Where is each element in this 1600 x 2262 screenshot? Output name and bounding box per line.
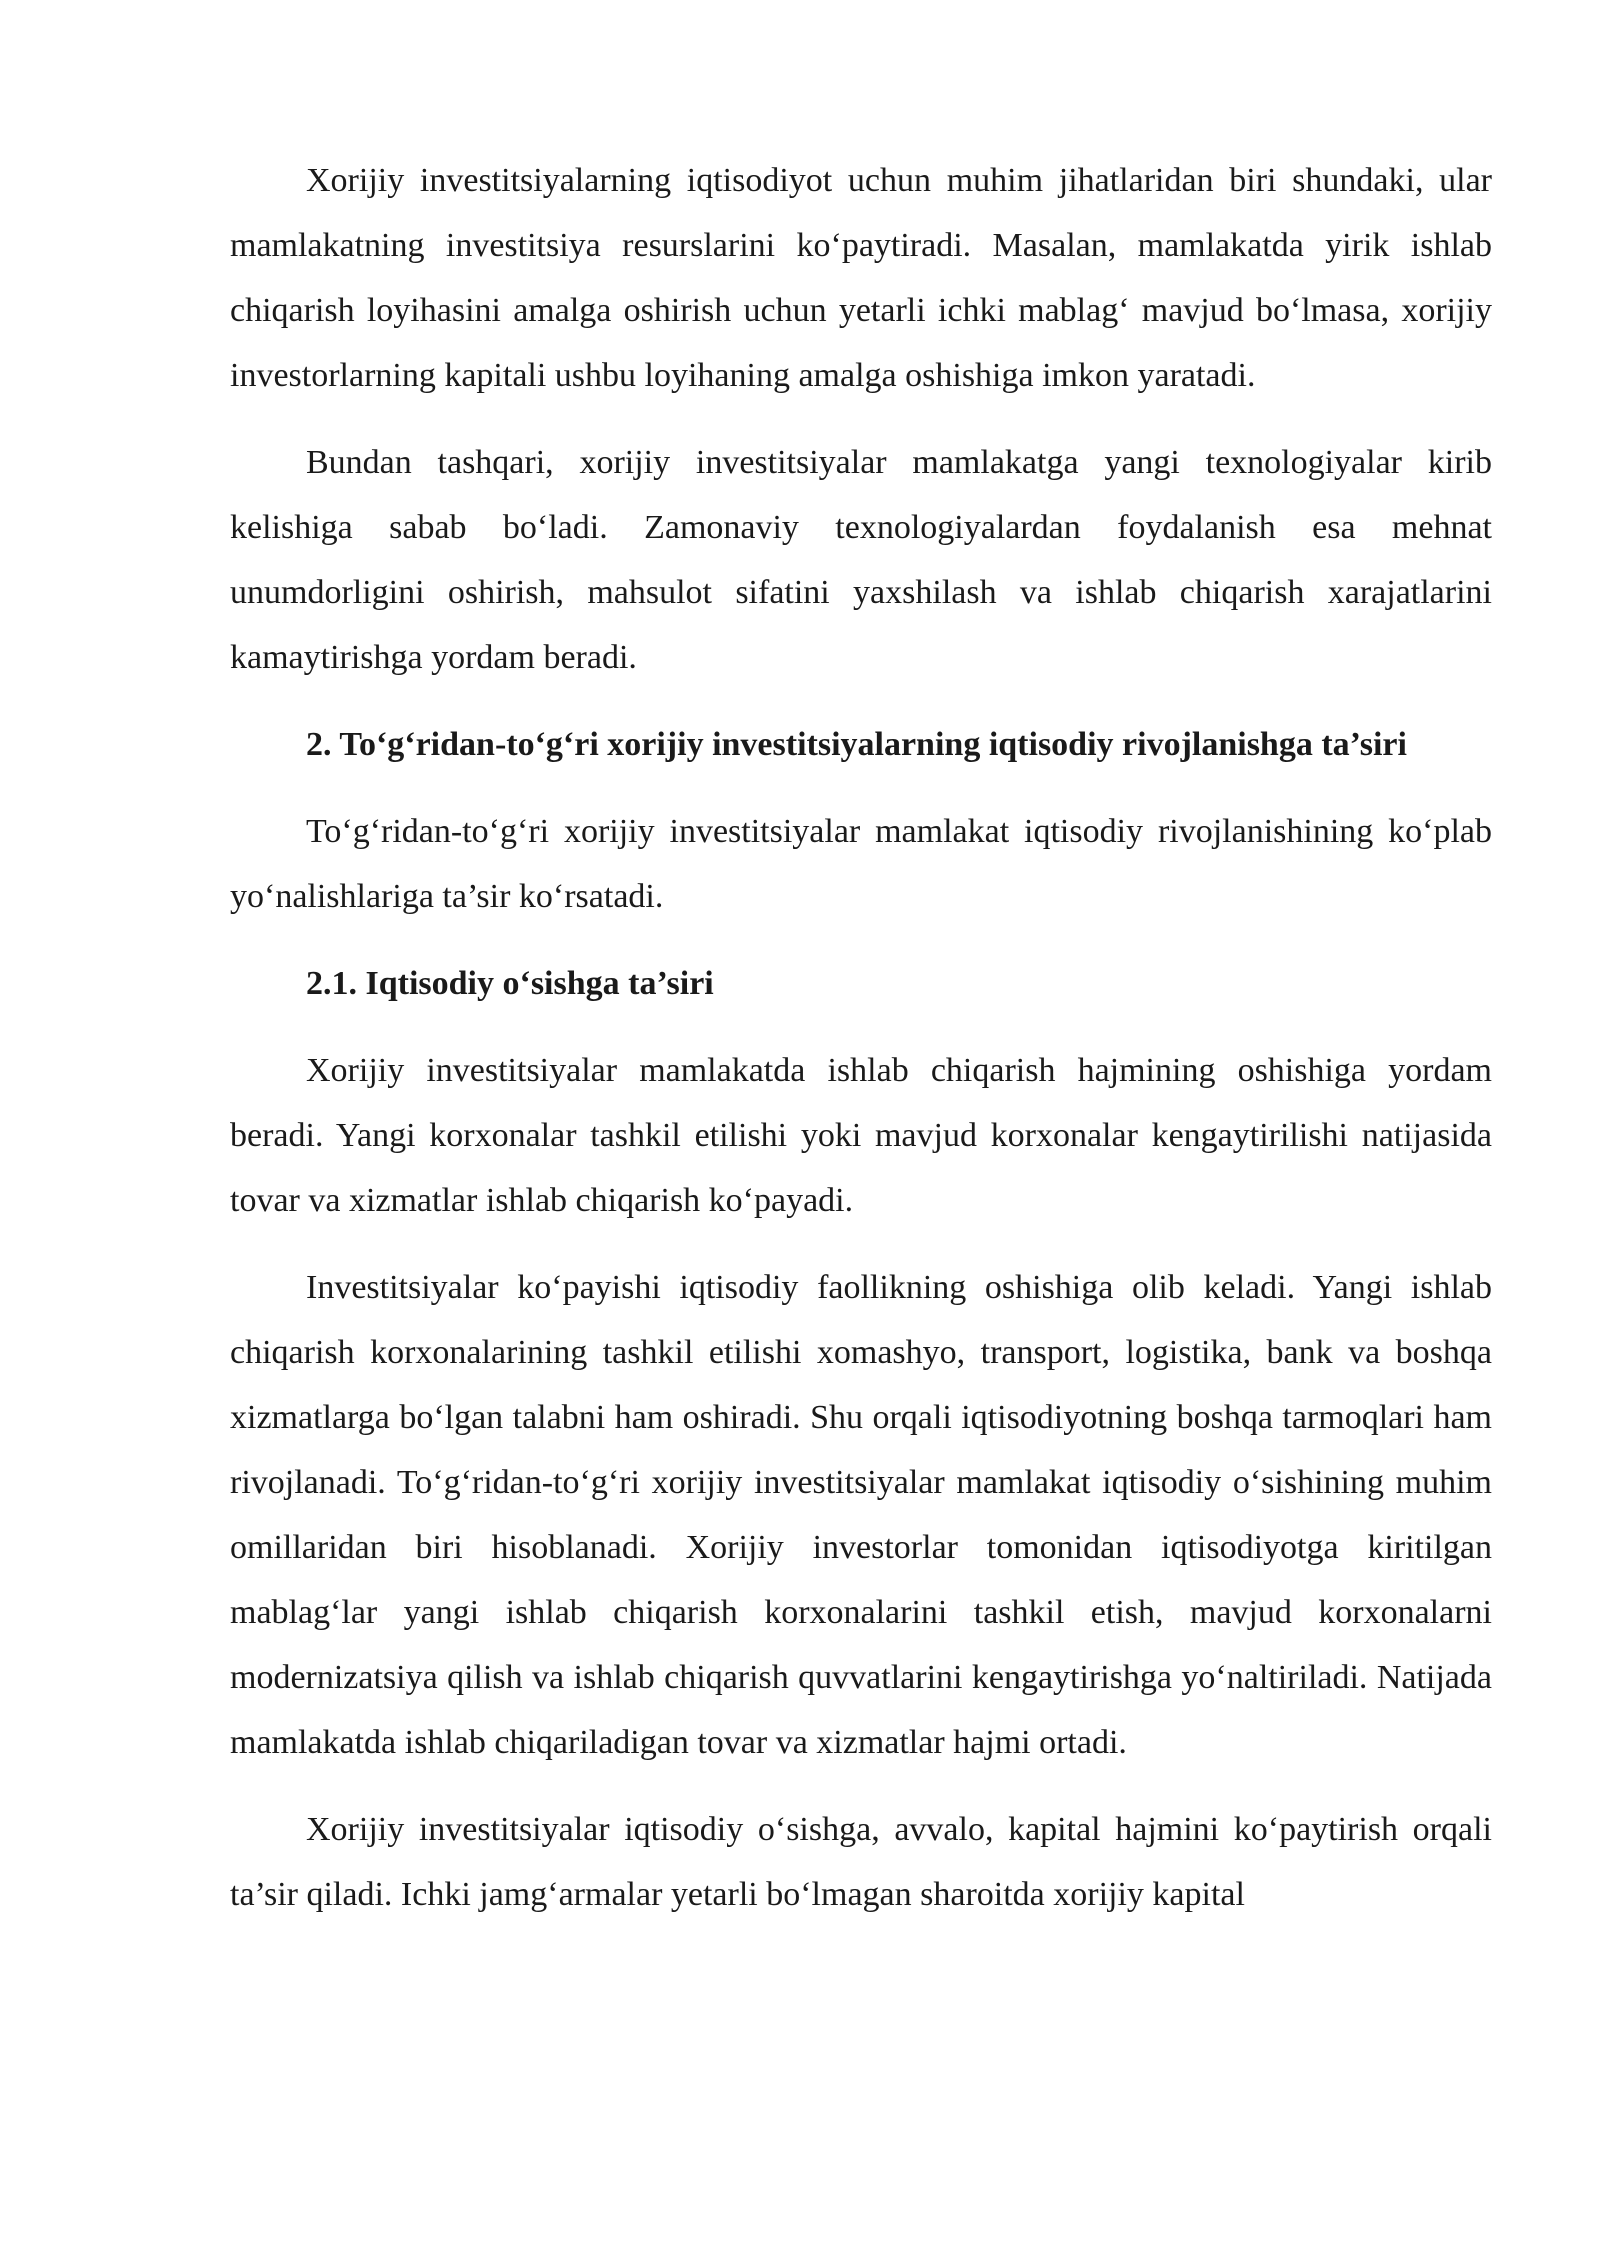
- paragraph-investment-resources: Xorijiy investitsiyalarning iqtisodiyot uchun muhim jihatlaridan biri shundaki, ular mamlakatning investitsiya resurslarini ko‘paytiradi. Masalan, mamlakatda yirik ishlab chiqarish loyihasini amalga oshirish uchun yetarli ichki mablag‘ mavjud bo‘lmasa, xorijiy investorlarning kapitali ushbu loyihaning amalga oshishiga imkon yaratadi.: [230, 162, 1492, 394]
- paragraph-fdi-directions: To‘g‘ridan-to‘g‘ri xorijiy investitsiyalar mamlakat iqtisodiy rivojlanishining ko‘plab yo‘nalishlariga ta’sir ko‘rsatadi.: [230, 813, 1492, 915]
- section-heading-2: 2. To‘g‘ridan-to‘g‘ri xorijiy investitsiyalarning iqtisodiy rivojlanishga ta’siri: [306, 726, 1407, 763]
- paragraph-new-technologies: Bundan tashqari, xorijiy investitsiyalar mamlakatga yangi texnologiyalar kirib kelishiga sabab bo‘ladi. Zamonaviy texnologiyalardan foydalanish esa mehnat unumdorligini oshirish, mahsulot sifatini yaxshilash va ishlab chiqarish xarajatlarini kamaytirishga yordam beradi.: [230, 444, 1492, 676]
- document-page: [230, 148, 1492, 1949]
- paragraph-economic-activity: Investitsiyalar ko‘payishi iqtisodiy faollikning oshishiga olib keladi. Yangi ishlab chiqarish korxonalarining tashkil etilishi xomashyo, transport, logistika, bank va boshqa xizmatlarga bo‘lgan talabni ham oshiradi. Shu orqali iqtisodiyotning boshqa tarmoqlari ham rivojlanadi. To‘g‘ridan-to‘g‘ri xorijiy investitsiyalar mamlakat iqtisodiy o‘sishining muhim omillaridan biri hisoblanadi. Xorijiy investorlar tomonidan iqtisodiyotga kiritilgan mablag‘lar yangi ishlab chiqarish korxonalarini tashkil etish, mavjud korxonalarni modernizatsiya qilish va ishlab chiqarish quvvatlarini kengaytirishga yo‘naltiriladi. Natijada mamlakatda ishlab chiqariladigan tovar va xizmatlar hajmi ortadi.: [230, 1269, 1492, 1761]
- paragraph-production-volume: Xorijiy investitsiyalar mamlakatda ishlab chiqarish hajmining oshishiga yordam beradi. Yangi korxonalar tashkil etilishi yoki mavjud korxonalar kengaytirilishi natijasida tovar va xizmatlar ishlab chiqarish ko‘payadi.: [230, 1052, 1492, 1219]
- subsection-heading-2-1: 2.1. Iqtisodiy o‘sishga ta’siri: [306, 965, 714, 1002]
- paragraph-capital-volume: Xorijiy investitsiyalar iqtisodiy o‘sishga, avvalo, kapital hajmini ko‘paytirish orqali ta’sir qiladi. Ichki jamg‘armalar yetarli bo‘lmagan sharoitda xorijiy kapital: [230, 1811, 1492, 1913]
